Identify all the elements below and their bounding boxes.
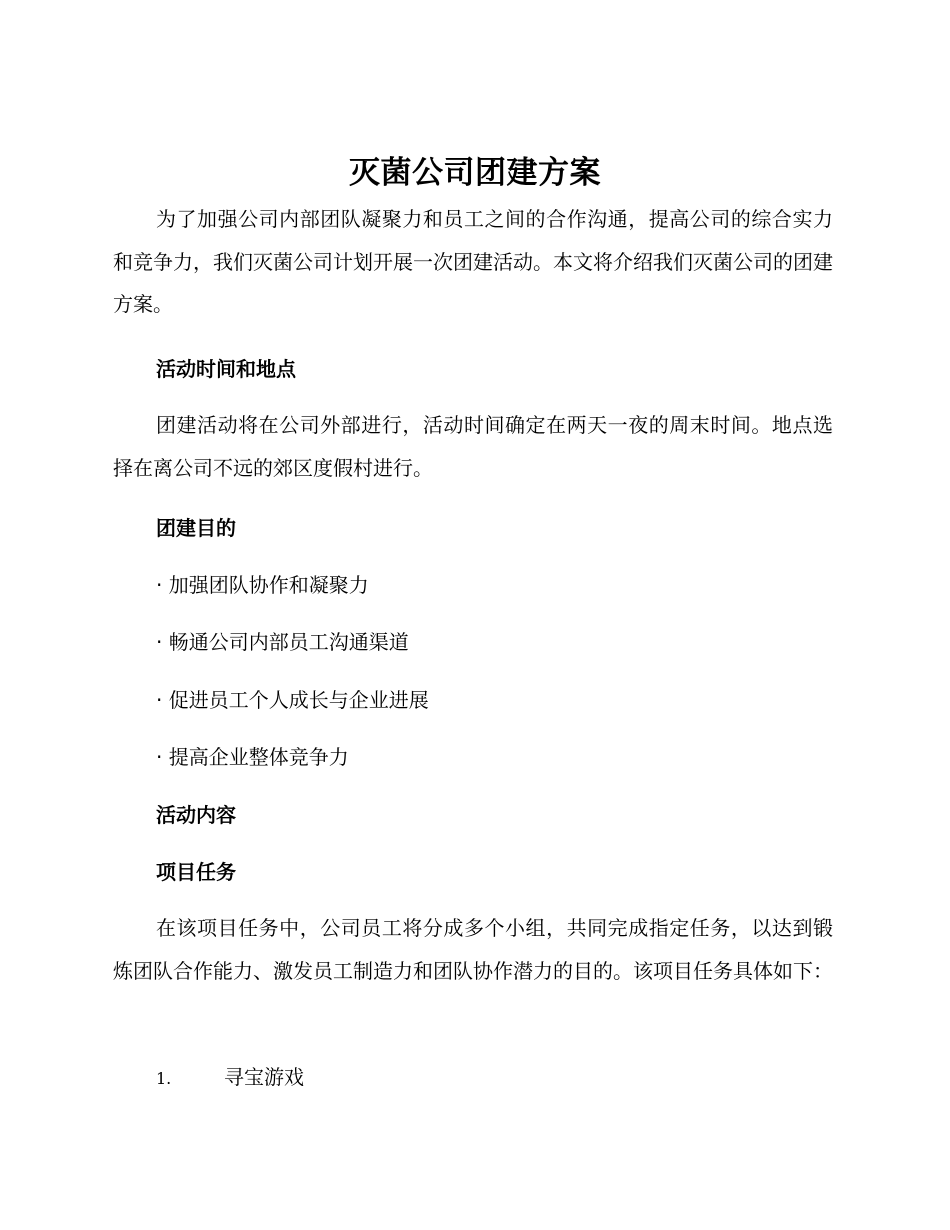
time-place-paragraph: 团建活动将在公司外部进行，活动时间确定在两天一夜的周末时间。地点选择在离公司不远的郊区度假村进行。 (113, 413, 833, 480)
heading-time-place: 活动时间和地点 (156, 357, 296, 381)
goal-item: · 畅通公司内部员工沟通渠道 (156, 630, 409, 654)
goal-item: · 提高企业整体竞争力 (156, 745, 349, 769)
numbered-list-item (156, 1062, 304, 1094)
list-number: 1. (156, 1069, 172, 1088)
document-title: 灭菌公司团建方案 (349, 155, 601, 191)
goal-item: · 加强团队协作和凝聚力 (156, 573, 369, 597)
heading-goals: 团建目的 (156, 516, 236, 540)
task-paragraph: 在该项目任务中，公司员工将分成多个小组，共同完成指定任务，以达到锻炼团队合作能力、激发员工制造力和团队协作潜力的目的。该项目任务具体如下： (113, 916, 833, 983)
list-item-label: 寻宝游戏 (224, 1065, 304, 1089)
goal-item: · 促进员工个人成长与企业进展 (156, 688, 429, 712)
intro-paragraph: 为了加强公司内部团队凝聚力和员工之间的合作沟通，提高公司的综合实力和竞争力，我们灭菌公司计划开展一次团建活动。本文将介绍我们灭菌公司的团建方案。 (113, 207, 833, 316)
heading-content: 活动内容 (156, 803, 236, 827)
heading-task: 项目任务 (156, 860, 236, 884)
